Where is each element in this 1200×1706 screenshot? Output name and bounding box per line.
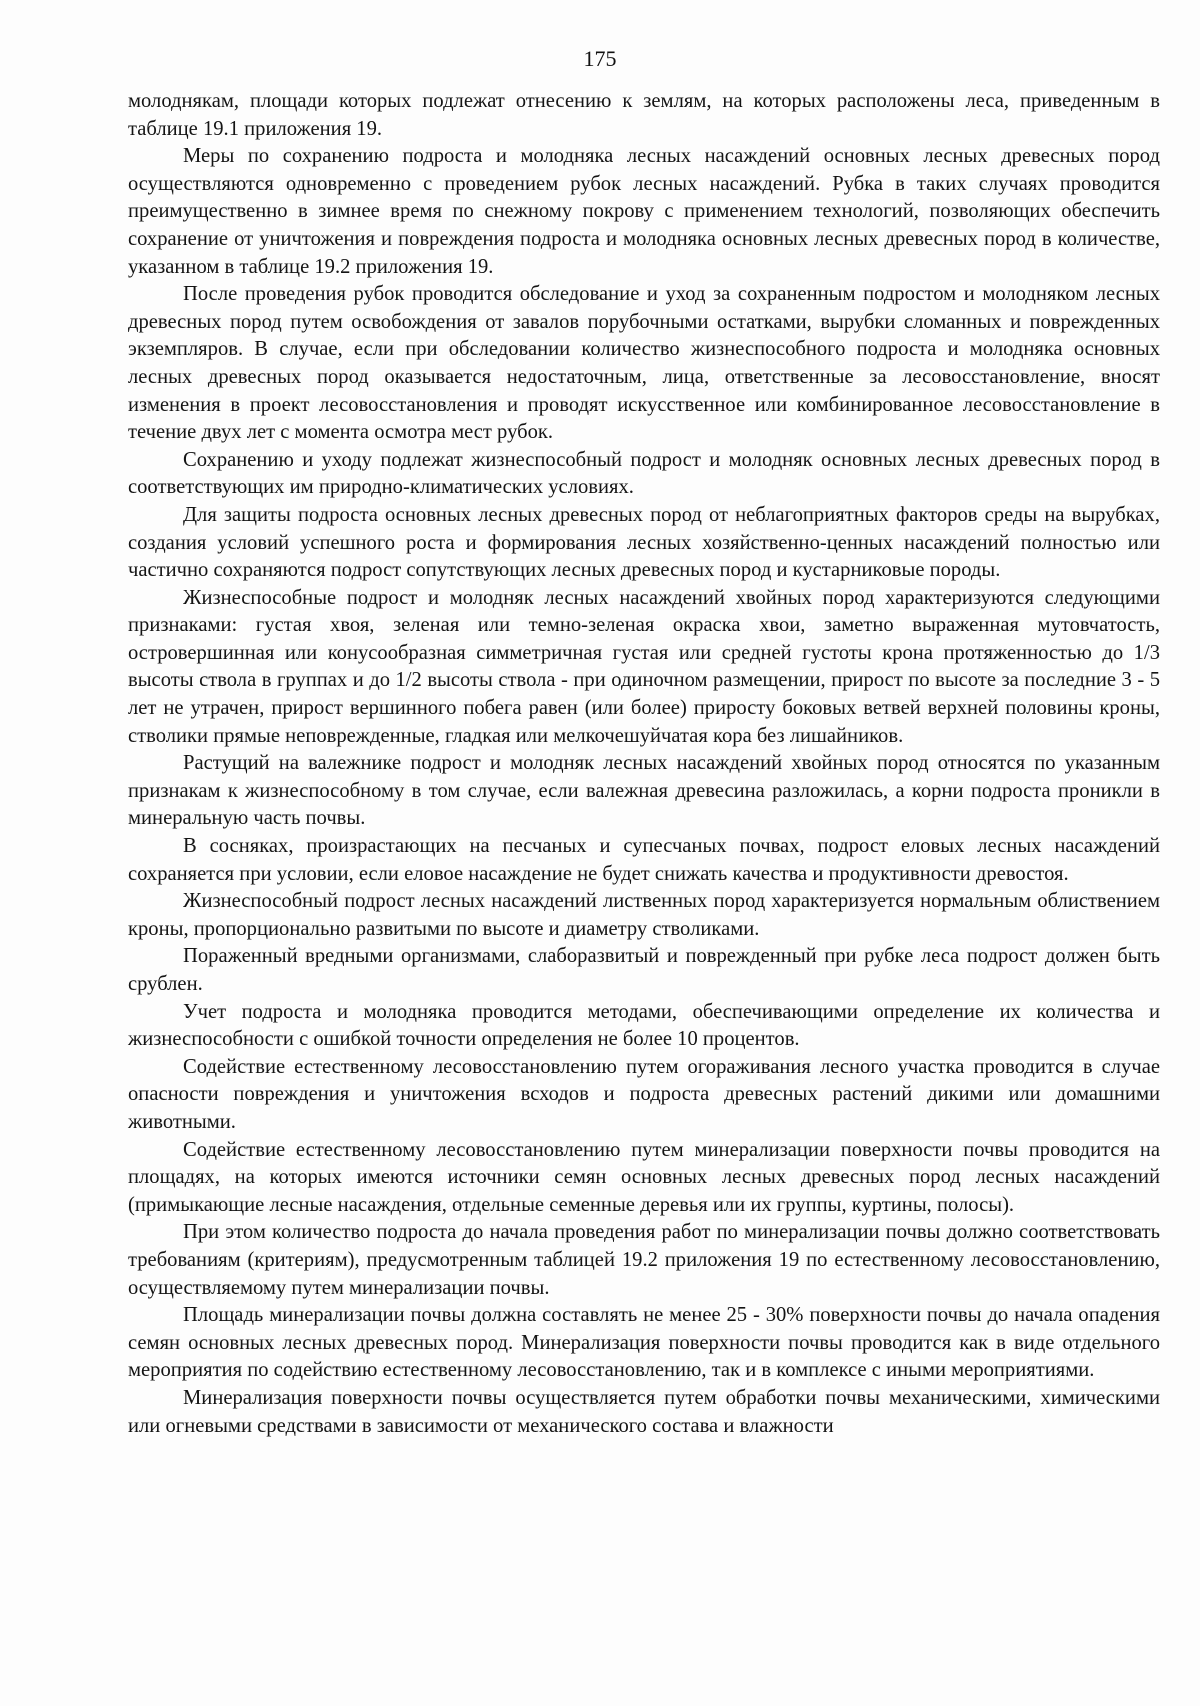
- paragraph-6: Жизнеспособные подрост и молодняк лесных насаждений хвойных пород характеризуются следующими признаками: густая хвоя, зеленая или темно-зеленая окраска хвои, заметно выраженная мутовчатость, островершинная или конусообразная симметричная густая или средней густоты крона протяженностью до 1/3 высоты ствола в группах и до 1/2 высоты ствола - при одиночном размещении, прирост по высоте за последние 3 - 5 лет не утрачен, прирост вершинного побега равен (или более) приросту боковых ветвей верхней половины кроны, стволики прямые неповрежденные, гладкая или мелкочешуйчатая кора без лишайников.: [128, 586, 1160, 747]
- paragraph-4: Сохранению и уходу подлежат жизнеспособный подрост и молодняк основных лесных древесных пород в соответствующих им природно-климатических условиях.: [128, 448, 1160, 499]
- paragraph-13: Содействие естественному лесовосстановлению путем минерализации поверхности почвы проводится на площадях, на которых имеются источники семян основных лесных древесных пород лесных насаждений (примыкающие лесные насаждения, отдельные семенные деревья или их группы, куртины, полосы).: [128, 1138, 1160, 1216]
- paragraph-1: молоднякам, площади которых подлежат отнесению к землям, на которых расположены леса, приведенным в таблице 19.1 приложения 19.: [128, 90, 1160, 140]
- paragraph-14: При этом количество подроста до начала проведения работ по минерализации почвы должно соответствовать требованиям (критериям), предусмотренным таблицей 19.2 приложения 19 по естественному лесовосстановлению, осуществляемому путем минерализации почвы.: [128, 1221, 1160, 1299]
- body-text: [128, 88, 1160, 1440]
- paragraph-8: В сосняках, произрастающих на песчаных и супесчаных почвах, подрост еловых лесных насаждений сохраняется при условии, если еловое насаждение не будет снижать качества и продуктивности древостоя.: [128, 835, 1160, 885]
- paragraph-3: После проведения рубок проводится обследование и уход за сохраненным подростом и молодняком лесных древесных пород путем освобождения от завалов порубочными остатками, вырубки сломанных и поврежденных экземпляров. В случае, если при обследовании количество жизнеспособного подроста и молодняка основных лесных древесных пород оказывается недостаточным, лица, ответственные за лесовосстановление, вносят изменения в проект лесовосстановления и проводят искусственное или комбинированное лесовосстановление в течение двух лет с момента осмотра мест рубок.: [128, 283, 1160, 444]
- paragraph-10: Пораженный вредными организмами, слаборазвитый и поврежденный при рубке леса подрост должен быть срублен.: [128, 945, 1160, 995]
- paragraph-16: Минерализация поверхности почвы осуществляется путем обработки почвы механическими, химическими или огневыми средствами в зависимости от механического состава и влажности: [128, 1386, 1160, 1437]
- paragraph-9: Жизнеспособный подрост лесных насаждений лиственных пород характеризуется нормальным облиствением кроны, пропорционально развитыми по высоте и диаметру стволиками.: [128, 890, 1160, 940]
- paragraph-11: Учет подроста и молодняка проводится методами, обеспечивающими определение их количества и жизнеспособности с ошибкой точности определения не более 10 процентов.: [128, 1000, 1160, 1051]
- paragraph-2: Меры по сохранению подроста и молодняка лесных насаждений основных лесных древесных пород осуществляются одновременно с проведением рубок лесных насаждений. Рубка в таких случаях проводится преимущественно в зимнее время по снежному покрову с применением технологий, позволяющих обеспечить сохранение от уничтожения и повреждения подроста и молодняка основных лесных древесных пород в количестве, указанном в таблице 19.2 приложения 19.: [128, 145, 1160, 278]
- paragraph-12: Содействие естественному лесовосстановлению путем огораживания лесного участка проводится в случае опасности повреждения и уничтожения всходов и подроста древесных растений дикими или домашними животными.: [128, 1055, 1160, 1133]
- paragraph-7: Растущий на валежнике подрост и молодняк лесных насаждений хвойных пород относятся по указанным признакам к жизнеспособному в том случае, если валежная древесина разложилась, а корни подроста проникли в минеральную часть почвы.: [128, 752, 1160, 830]
- page-number: 175: [583, 46, 617, 71]
- paragraph-15: Площадь минерализации почвы должна составлять не менее 25 - 30% поверхности почвы до начала опадения семян основных лесных древесных пород. Минерализация поверхности почвы проводится как в виде отдельного мероприятия по содействию естественному лесовосстановлению, так и в комплексе с иными мероприятиями.: [128, 1304, 1160, 1382]
- paragraph-5: Для защиты подроста основных лесных древесных пород от неблагоприятных факторов среды на вырубках, создания условий успешного роста и формирования лесных хозяйственно-ценных насаждений полностью или частично сохраняются подрост сопутствующих лесных древесных пород и кустарниковые породы.: [128, 503, 1160, 582]
